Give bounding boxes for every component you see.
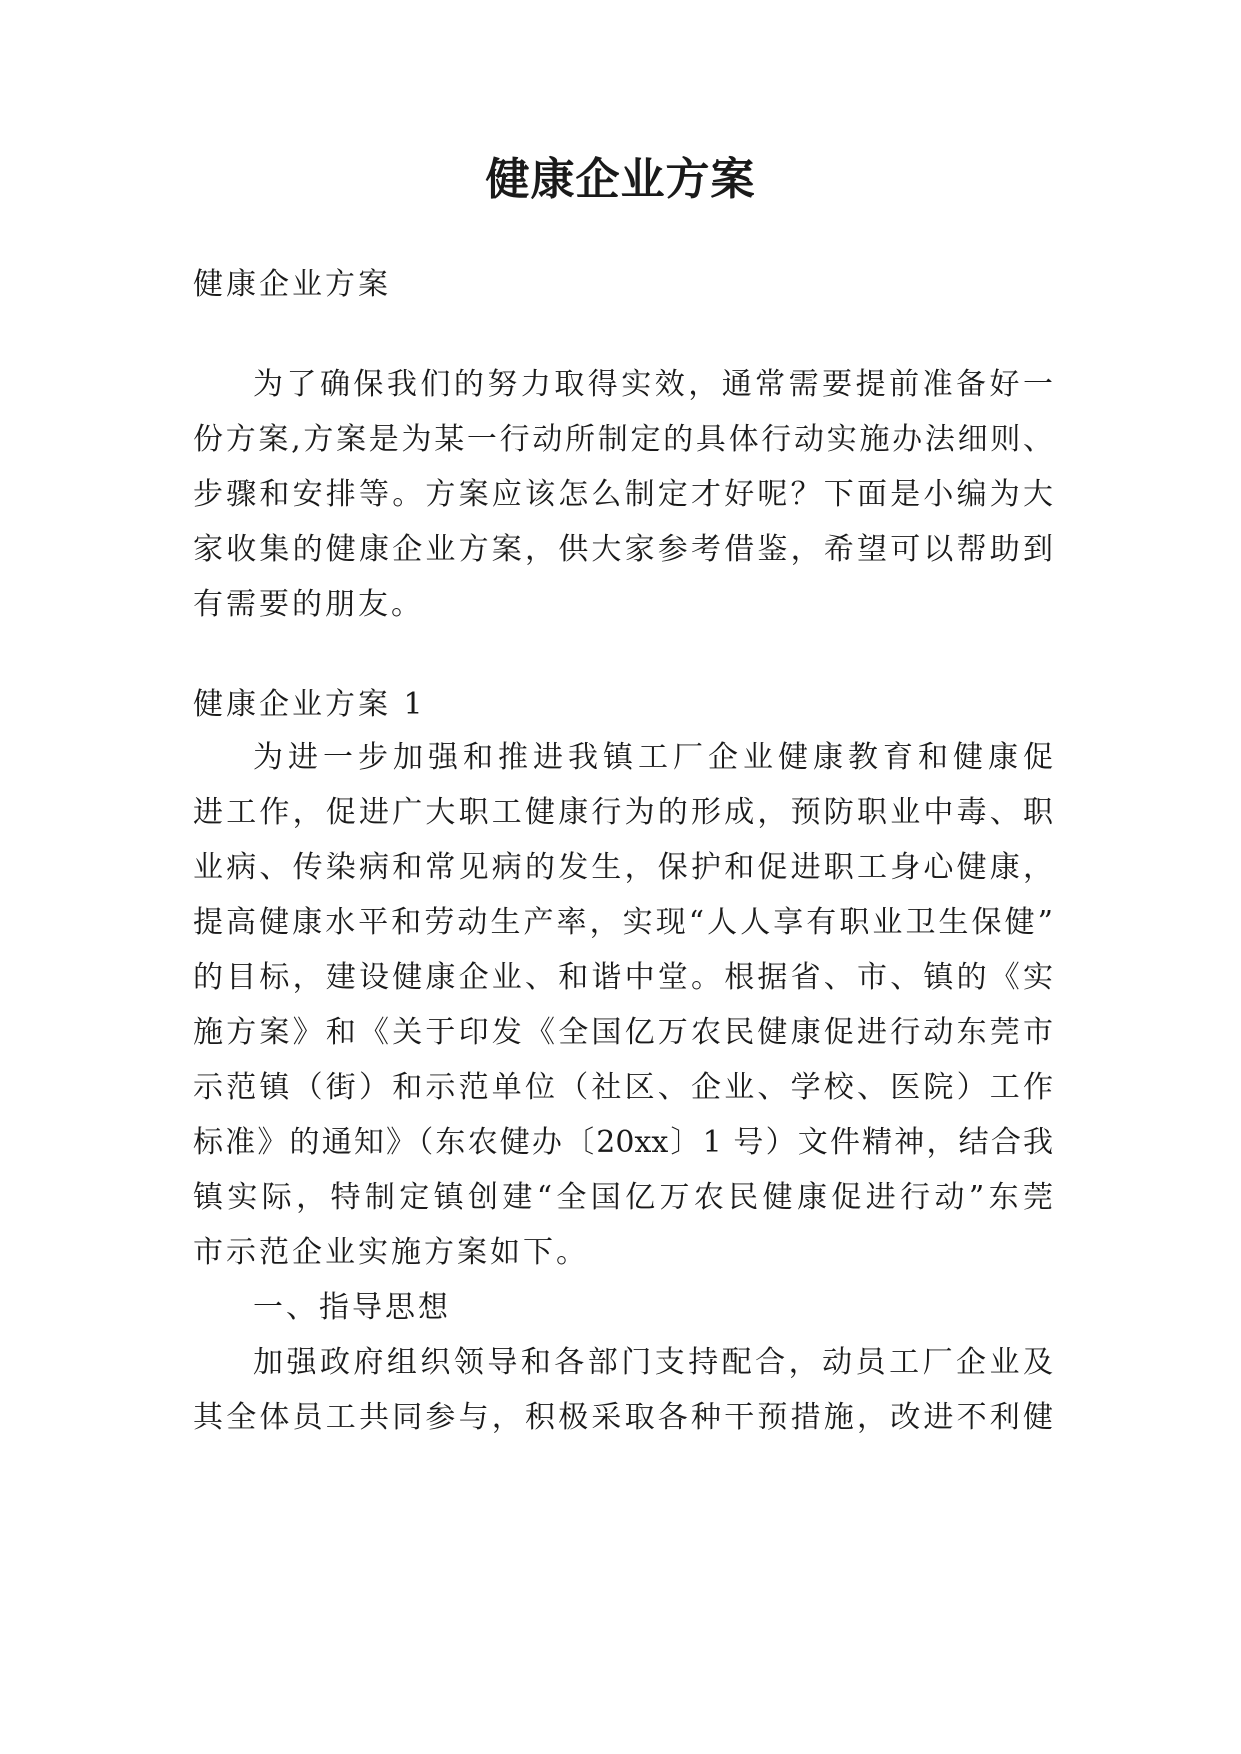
guideline-heading: 一、指导思想 (253, 1290, 451, 1325)
intro-line: 步骤和安排等。方案应该怎么制定才好呢？下面是小编为大 (193, 477, 1053, 512)
body-line: 施方案》和《关于印发《全国亿万农民健康促进行动东莞市 (193, 1015, 1053, 1050)
body-line: 标准》的通知》（东农健办〔20xx〕1 号）文件精神，结合我 (193, 1125, 1053, 1160)
body-line: 市示范企业实施方案如下。 (193, 1235, 589, 1270)
guideline-line: 加强政府组织领导和各部门支持配合，动员工厂企业及 (253, 1345, 1053, 1380)
guideline-line: 其全体员工共同参与，积极采取各种干预措施，改进不利健 (193, 1400, 1053, 1435)
section-heading: 健康企业方案 1 (193, 687, 426, 722)
body-line: 为进一步加强和推进我镇工厂企业健康教育和健康促 (253, 740, 1053, 775)
intro-line: 份方案,方案是为某一行动所制定的具体行动实施办法细则、 (193, 422, 1053, 457)
document-title: 健康企业方案 (485, 154, 756, 205)
body-line: 示范镇（街）和示范单位（社区、企业、学校、医院）工作 (193, 1070, 1053, 1105)
document-subtitle: 健康企业方案 (193, 267, 391, 302)
intro-line: 为了确保我们的努力取得实效，通常需要提前准备好一 (253, 367, 1053, 402)
body-line: 业病、传染病和常见病的发生，保护和促进职工身心健康， (193, 850, 1053, 885)
intro-line: 有需要的朋友。 (193, 587, 424, 622)
body-line: 镇实际，特制定镇创建“全国亿万农民健康促进行动”东莞 (193, 1180, 1053, 1215)
intro-line: 家收集的健康企业方案，供大家参考借鉴，希望可以帮助到 (193, 532, 1053, 567)
body-line: 的目标，建设健康企业、和谐中堂。根据省、市、镇的《实 (193, 960, 1053, 995)
body-line: 提高健康水平和劳动生产率，实现“人人享有职业卫生保健” (193, 905, 1053, 940)
body-line: 进工作，促进广大职工健康行为的形成，预防职业中毒、职 (193, 795, 1053, 830)
